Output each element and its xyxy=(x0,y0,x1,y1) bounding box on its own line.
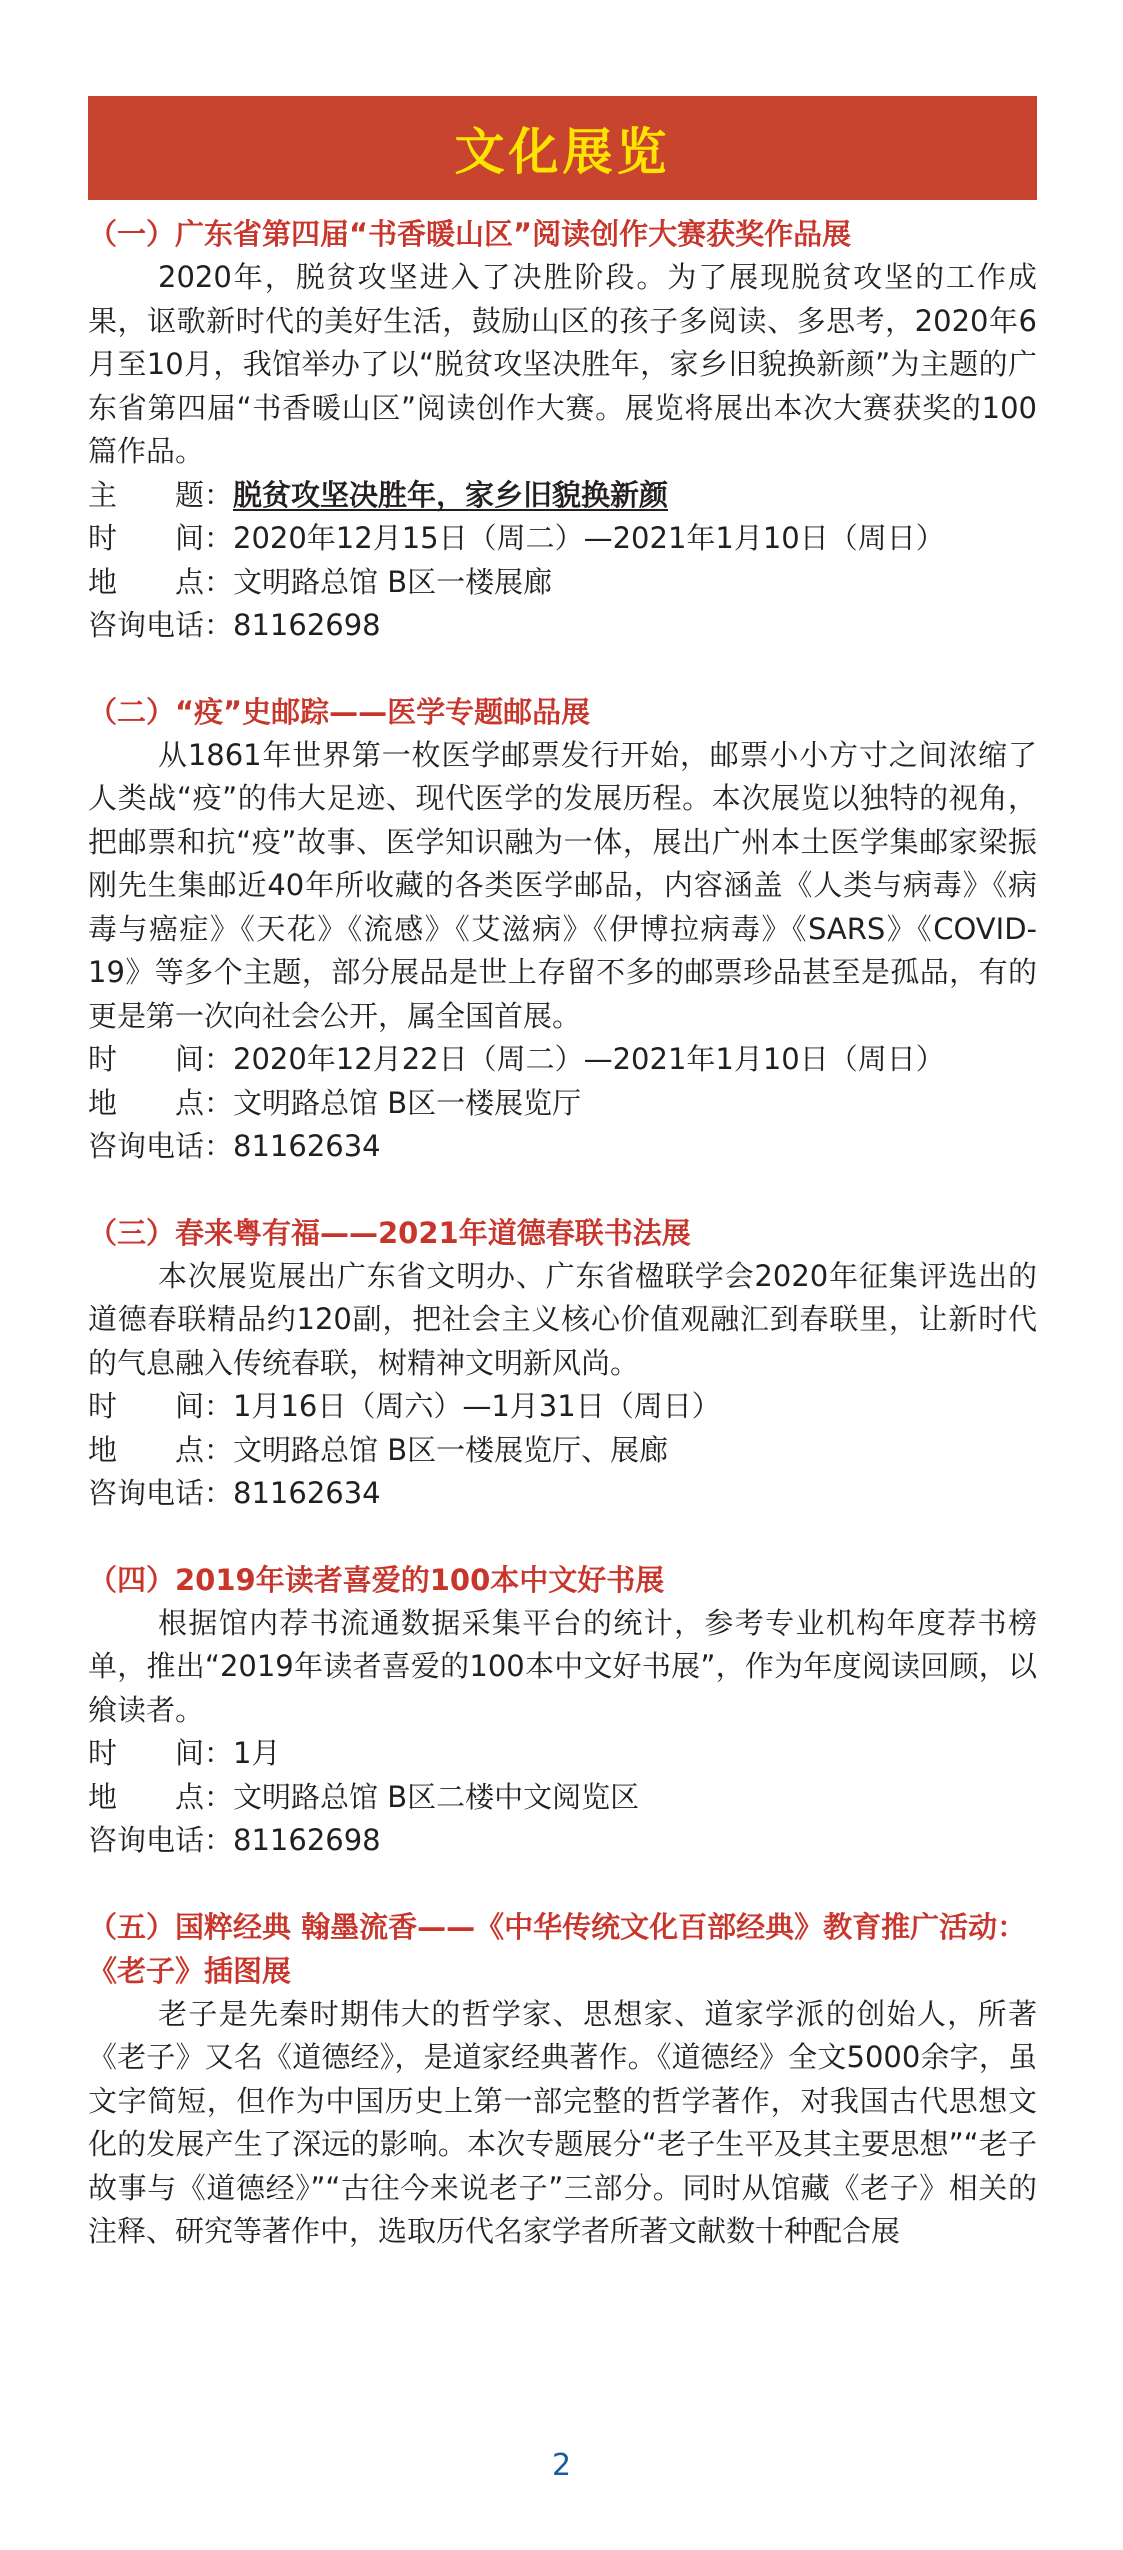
phone-row xyxy=(88,1819,1037,1863)
place-label: 地 点： xyxy=(88,1779,233,1814)
exhibition-title: （一）广东省第四届“书香暖山区”阅读创作大赛获奖作品展 xyxy=(88,217,852,251)
time-value: 2020年12月15日（周二）—2021年1月10日（周日） xyxy=(233,521,945,555)
banner-title: 文化展览 xyxy=(454,123,671,181)
place-row xyxy=(88,1776,1037,1820)
theme-label: 主 题： xyxy=(88,477,233,512)
exhibition-3 xyxy=(88,1211,1037,1516)
phone-label: 咨询电话： xyxy=(88,1476,234,1510)
time-label: 时 间： xyxy=(88,1042,233,1076)
phone-label: 咨询电话： xyxy=(88,1129,234,1163)
place-label: 地 点： xyxy=(88,1432,233,1467)
place-row xyxy=(88,561,1037,605)
theme-row xyxy=(88,474,1037,518)
time-row xyxy=(88,517,1037,561)
exhibition-4 xyxy=(88,1558,1037,1863)
theme-value: 脱贫攻坚决胜年，家乡旧貌换新颜 xyxy=(233,477,669,512)
place-value: 文明路总馆 B区二楼中文阅览区 xyxy=(233,1779,640,1814)
exhibition-title: （二）“疫”史邮踪——医学专题邮品展 xyxy=(88,694,591,729)
content xyxy=(88,212,1037,2296)
exhibition-5 xyxy=(88,1905,1037,2254)
phone-label: 咨询电话： xyxy=(88,1823,234,1857)
time-label: 时 间： xyxy=(88,521,233,555)
time-row xyxy=(88,1038,1037,1082)
phone-label: 咨询电话： xyxy=(88,608,234,642)
time-value: 1月 xyxy=(233,1736,281,1770)
time-value: 2020年12月22日（周二）—2021年1月10日（周日） xyxy=(233,1042,945,1076)
page-number: 2 xyxy=(551,2448,572,2483)
exhibition-title: （四）2019年读者喜爱的100本中文好书展 xyxy=(88,1562,665,1597)
place-row xyxy=(88,1429,1037,1473)
time-label: 时 间： xyxy=(88,1389,233,1423)
exhibition-2 xyxy=(88,690,1037,1169)
time-row xyxy=(88,1385,1037,1429)
section-banner xyxy=(88,96,1037,200)
phone-value: 81162698 xyxy=(233,608,381,642)
exhibition-description: 根据馆内荐书流通数据采集平台的统计，参考专业机构年度荐书榜单，推出“2019年读者喜爱的100本中文好书展”，作为年度阅读回顾，以飨读者。 xyxy=(88,1605,1037,1727)
time-value: 1月16日（周六）—1月31日（周日） xyxy=(233,1389,721,1423)
exhibition-description: 老子是先秦时期伟大的哲学家、思想家、道家学派的创始人，所著《老子》又名《道德经》，是道家经典著作。《道德经》全文5000余字，虽文字简短，但作为中国历史上第一部完整的哲学著作，对我国古代思想文化的发展产生了深远的影响。本次专题展分“老子生平及其主要思想”“老子故事与《道德经》”“古往今来说老子”三部分。同时从馆藏《老子》相关的注释、研究等著作中，选取历代名家学者所著文献数十种配合展 xyxy=(88,1996,1037,2248)
place-value: 文明路总馆 B区一楼展览厅、展廊 xyxy=(233,1432,669,1467)
time-row xyxy=(88,1732,1037,1776)
exhibition-description: 本次展览展出广东省文明办、广东省楹联学会2020年征集评选出的道德春联精品约120副，把社会主义核心价值观融汇到春联里，让新时代的气息融入传统春联，树精神文明新风尚。 xyxy=(88,1258,1037,1380)
phone-value: 81162634 xyxy=(233,1476,381,1510)
phone-row xyxy=(88,1472,1037,1516)
exhibition-title: （三）春来粤有福——2021年道德春联书法展 xyxy=(88,1215,691,1250)
exhibition-description: 从1861年世界第一枚医学邮票发行开始，邮票小小方寸之间浓缩了人类战“疫”的伟大足迹、现代医学的发展历程。本次展览以独特的视角，把邮票和抗“疫”故事、医学知识融为一体，展出广州本土医学集邮家梁振刚先生集邮近40年所收藏的各类医学邮品，内容涵盖《人类与病毒》《病毒与癌症》《天花》《流感》《艾滋病》《伊博拉病毒》《SARS》《COVID-19》等多个主题，部分展品是世上存留不多的邮票珍品甚至是孤品，有的更是第一次向社会公开，属全国首展。 xyxy=(88,737,1037,1033)
time-label: 时 间： xyxy=(88,1736,233,1770)
exhibition-1 xyxy=(88,212,1037,648)
phone-value: 81162634 xyxy=(233,1129,381,1163)
exhibition-title: （五）国粹经典 翰墨流香——《中华传统文化百部经典》教育推广活动：《老子》插图展 xyxy=(88,1909,1027,1988)
place-value: 文明路总馆 B区一楼展览厅 xyxy=(233,1085,582,1120)
phone-row xyxy=(88,1125,1037,1169)
place-label: 地 点： xyxy=(88,1085,233,1120)
phone-value: 81162698 xyxy=(233,1823,381,1857)
exhibition-description: 2020年，脱贫攻坚进入了决胜阶段。为了展现脱贫攻坚的工作成果，讴歌新时代的美好生活，鼓励山区的孩子多阅读、多思考，2020年6月至10月，我馆举办了以“脱贫攻坚决胜年，家乡旧貌换新颜”为主题的广东省第四届“书香暖山区”阅读创作大赛。展览将展出本次大赛获奖的100篇作品。 xyxy=(88,260,1037,468)
phone-row xyxy=(88,604,1037,648)
place-row xyxy=(88,1082,1037,1126)
place-value: 文明路总馆 B区一楼展廊 xyxy=(233,564,553,599)
place-label: 地 点： xyxy=(88,564,233,599)
